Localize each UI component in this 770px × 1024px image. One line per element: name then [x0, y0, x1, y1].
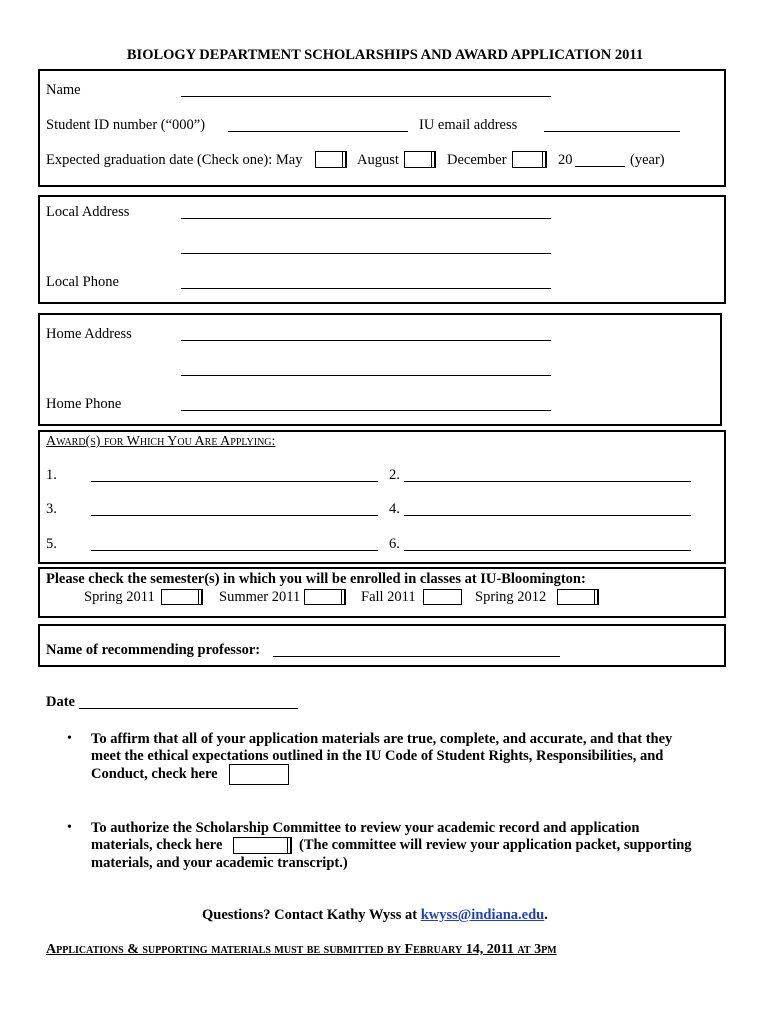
semester-prompt: Please check the semester(s) in which you will be enrolled in classes at IU-Bloomington:	[46, 571, 586, 587]
student-id-label: Student ID number (“000”)	[46, 117, 206, 133]
local-phone-label: Local Phone	[46, 274, 119, 290]
date-field[interactable]	[79, 708, 298, 709]
local-phone-field[interactable]	[181, 288, 551, 289]
award-number-3: 3.	[46, 501, 57, 517]
award-field-2[interactable]	[404, 481, 691, 482]
name-field[interactable]	[181, 96, 551, 97]
deadline-notice: Applications & supporting materials must be submitted by February 14, 2011 at 3pm	[46, 942, 557, 957]
page-title: BIOLOGY DEPARTMENT SCHOLARSHIPS AND AWARD APPLICATION 2011	[126, 47, 644, 63]
home-phone-label: Home Phone	[46, 396, 122, 412]
affirm-text-line-1: To affirm that all of your application materials are true, complete, and accurate, and that they	[91, 731, 673, 747]
award-number-4: 4.	[389, 501, 400, 517]
local-address-label: Local Address	[46, 204, 130, 220]
award-field-4[interactable]	[404, 515, 691, 516]
grad-year-field[interactable]	[575, 166, 625, 167]
home-address-label: Home Address	[46, 326, 132, 342]
authorize-text-line-3: materials, and your academic transcript.)	[91, 855, 348, 871]
authorize-checkbox[interactable]	[233, 837, 288, 854]
august-label: August	[357, 152, 399, 168]
professor-field[interactable]	[273, 656, 560, 657]
email-field[interactable]	[544, 131, 680, 132]
affirm-text-line-3: Conduct, check here	[91, 766, 218, 782]
semester-label-spring-2012: Spring 2012	[475, 589, 547, 605]
award-number-2: 2.	[389, 467, 400, 483]
grad-date-label: Expected graduation date (Check one): May	[46, 152, 303, 168]
december-label: December	[447, 152, 507, 168]
local-address-field-1[interactable]	[181, 218, 551, 219]
award-number-5: 5.	[46, 536, 57, 552]
professor-label: Name of recommending professor:	[46, 642, 261, 658]
spring-2011-checkbox[interactable]	[161, 589, 199, 605]
local-address-field-2[interactable]	[181, 253, 551, 254]
student-id-field[interactable]	[228, 131, 408, 132]
award-field-6[interactable]	[404, 550, 691, 551]
contact-line	[202, 907, 548, 924]
date-label: Date	[46, 694, 75, 710]
affirm-text-line-2: meet the ethical expectations outlined in the IU Code of Student Rights, Responsibilities, and	[91, 748, 664, 764]
award-number-6: 6.	[389, 536, 400, 552]
home-address-field-1[interactable]	[181, 340, 551, 341]
award-field-3[interactable]	[91, 515, 378, 516]
home-phone-field[interactable]	[181, 410, 551, 411]
affirm-checkbox[interactable]	[229, 764, 289, 785]
home-address-field-2[interactable]	[181, 375, 551, 376]
august-checkbox[interactable]	[404, 151, 432, 168]
authorize-text-line-2a: materials, check here	[91, 837, 223, 853]
authorize-text-line-1: To authorize the Scholarship Committee to review your academic record and application	[91, 820, 640, 836]
fall-2011-checkbox[interactable]	[423, 589, 462, 605]
spring-2012-checkbox[interactable]	[557, 589, 595, 605]
december-checkbox[interactable]	[512, 151, 543, 168]
contact-text: Questions? Contact Kathy Wyss at	[202, 907, 418, 923]
name-label: Name	[46, 82, 81, 98]
semester-label-spring-2011: Spring 2011	[84, 589, 155, 605]
award-number-1: 1.	[46, 467, 57, 483]
authorize-bullet: •	[67, 820, 72, 835]
contact-email-link[interactable]: kwyss@indiana.edu	[420, 907, 545, 923]
affirm-bullet: •	[67, 731, 72, 746]
award-field-5[interactable]	[91, 550, 378, 551]
grad-year-suffix: (year)	[630, 152, 665, 168]
awards-heading: Award(s) for Which You Are Applying:	[46, 434, 276, 449]
grad-year-prefix: 20	[558, 152, 573, 168]
may-checkbox[interactable]	[315, 151, 343, 168]
award-field-1[interactable]	[91, 481, 378, 482]
awards-section	[38, 430, 726, 564]
authorize-text-line-2b: (The committee will review your application packet, supporting	[299, 837, 692, 853]
semester-label-summer-2011: Summer 2011	[219, 589, 301, 605]
email-label: IU email address	[419, 117, 518, 133]
summer-2011-checkbox[interactable]	[304, 589, 342, 605]
semester-label-fall-2011: Fall 2011	[361, 589, 416, 605]
contact-end: .	[544, 907, 548, 923]
